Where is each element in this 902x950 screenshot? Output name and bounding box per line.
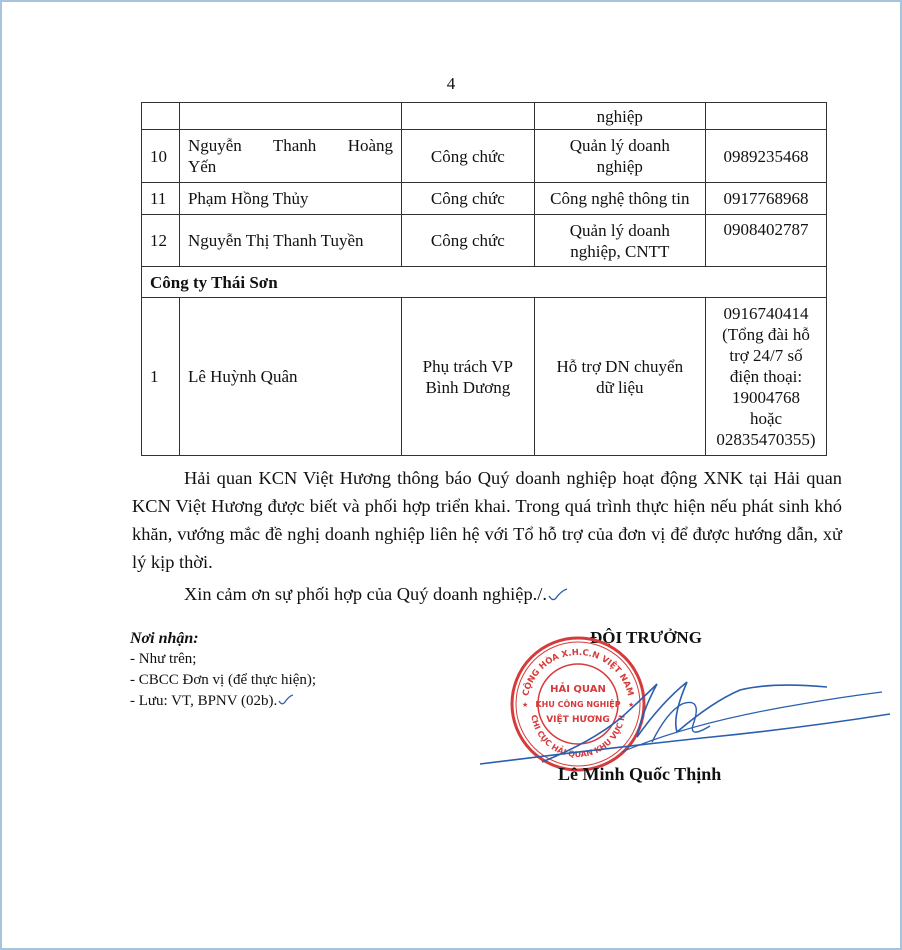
signer-name: Lê Minh Quốc Thịnh — [558, 764, 722, 784]
staff-phone: 0917768968 — [705, 183, 826, 215]
staff-name: Lê Huỳnh Quân — [179, 298, 401, 456]
staff-position: Công chức — [402, 183, 535, 215]
initial-mark-icon — [277, 693, 295, 707]
table-cell — [179, 103, 401, 130]
table-cell — [142, 103, 180, 130]
recipient-item: - Như trên; — [130, 651, 197, 667]
svg-text:★: ★ — [628, 701, 635, 709]
staff-position: Công chức — [402, 130, 535, 183]
staff-phone-line: trợ 24/7 số — [729, 346, 803, 365]
staff-field-line: Quản lý doanh — [569, 136, 670, 155]
body-paragraph: Hải quan KCN Việt Hương thông báo Quý doanh nghiệp hoạt động XNK tại Hải quan KCN Việt Hương được biết và phối hợp triển khai. Trong quá trình thực hiện nếu phát sinh khó khăn, vướng mắc đề nghị doanh nghiệp liên hệ với Tổ hỗ trợ của đơn vị để được hướng dẫn, xử lý kịp thời. — [132, 468, 842, 572]
staff-phone-line: 02835470355) — [716, 430, 816, 449]
table-cell: nghiệp — [534, 103, 705, 130]
staff-name — [179, 130, 401, 183]
staff-table — [141, 102, 827, 456]
row-number: 12 — [142, 215, 180, 267]
staff-phone-line: điện thoại: — [729, 367, 803, 386]
row-number: 11 — [142, 183, 180, 215]
staff-field: Công nghệ thông tin — [534, 183, 705, 215]
table-group-row — [142, 267, 827, 298]
staff-field-line: nghiệp — [596, 157, 643, 176]
table-row — [142, 103, 827, 130]
recipient-item — [130, 691, 316, 712]
row-number: 10 — [142, 130, 180, 183]
stamp-inner-line: HẢI QUAN — [550, 684, 606, 695]
staff-field-line: Hỗ trợ DN chuyển — [556, 356, 684, 376]
staff-phone-line: 0916740414 — [723, 304, 809, 323]
staff-field-line: Quản lý doanh — [569, 220, 670, 240]
table-row — [142, 298, 827, 456]
staff-position-line: Bình Dương — [425, 377, 511, 397]
svg-text:★: ★ — [522, 701, 529, 709]
staff-position — [402, 298, 535, 456]
recipients-heading: Nơi nhận: — [130, 630, 199, 647]
signer-title: ĐỘI TRƯỞNG — [590, 628, 702, 647]
stamp-outer-text: CỘNG HÒA X.H.C.N VIỆT NAM — [521, 647, 635, 698]
staff-name-line: Yến — [187, 157, 217, 176]
table-row — [142, 183, 827, 215]
initial-mark-icon — [547, 587, 569, 603]
stamp-bottom-text: CHI CỤC HẢI QUAN KHU VỰC II — [529, 714, 627, 760]
recipients-block — [130, 628, 316, 712]
staff-field-line: dữ liệu — [596, 377, 644, 397]
staff-phone: 0989235468 — [705, 130, 826, 183]
table-row — [142, 130, 827, 183]
staff-field — [534, 215, 705, 267]
staff-phone: 0908402787 — [705, 215, 826, 267]
table-cell — [402, 103, 535, 130]
staff-field — [534, 130, 705, 183]
staff-name: Nguyễn Thị Thanh Tuyền — [179, 215, 401, 267]
closing-text: Xin cảm ơn sự phối hợp của Quý doanh nghiệp./. — [184, 584, 547, 604]
handwritten-signature — [472, 642, 902, 782]
row-number: 1 — [142, 298, 180, 456]
page-number: 4 — [446, 74, 456, 93]
staff-field-line: nghiệp, CNTT — [570, 241, 670, 261]
staff-phone-line: hoặc — [749, 409, 783, 428]
table-cell — [705, 103, 826, 130]
stamp-inner-line: VIỆT HƯƠNG — [546, 715, 610, 725]
staff-field — [534, 298, 705, 456]
staff-phone-line: 19004768 — [731, 388, 800, 407]
staff-position-line: Phụ trách VP — [422, 356, 514, 376]
staff-name: Phạm Hồng Thủy — [179, 183, 401, 215]
staff-phone — [705, 298, 826, 456]
closing-paragraph — [132, 580, 842, 608]
stamp-inner-line: KHU CÔNG NGHIỆP — [535, 700, 621, 709]
staff-phone-line: (Tổng đài hỗ — [722, 325, 810, 344]
recipient-item-text: - Lưu: VT, BPNV (02b). — [130, 693, 278, 709]
table-row — [142, 215, 827, 267]
recipient-item: - CBCC Đơn vị (để thực hiện); — [130, 672, 317, 688]
staff-position: Công chức — [402, 215, 535, 267]
body-text — [132, 464, 842, 608]
staff-name-line: Nguyễn Thanh Hoàng — [187, 136, 394, 155]
group-title: Công ty Thái Sơn — [142, 267, 827, 298]
